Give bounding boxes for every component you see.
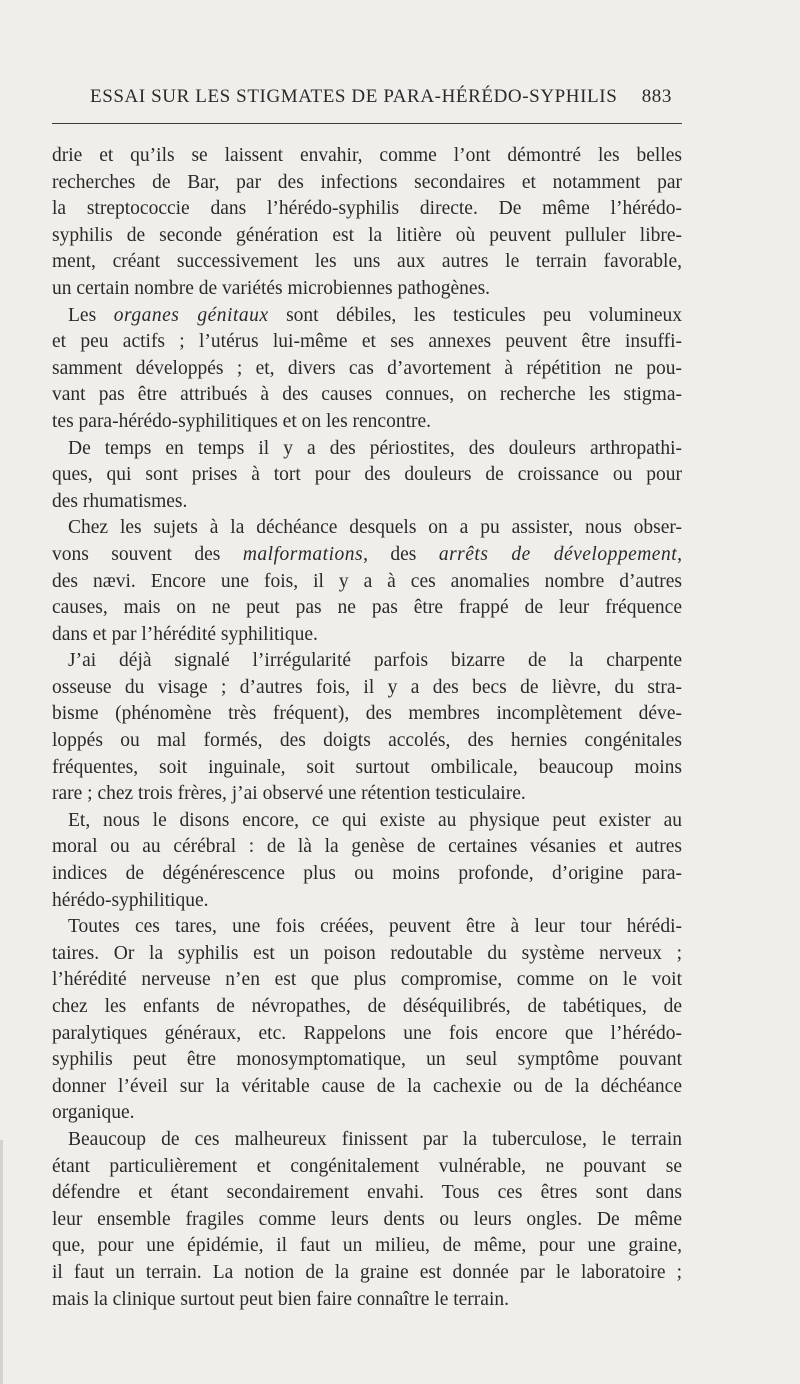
running-title: ESSAI SUR LES STIGMATES DE PARA-HÉRÉDO-SYPHILIS: [90, 86, 618, 107]
text-line: moral ou au cérébral : de là la genèse de certaines vésanies et autres: [52, 836, 682, 858]
text-line: organique.: [52, 1102, 135, 1124]
text-line: bisme (phénomène très fréquent), des membres incomplètement déve-: [52, 703, 682, 725]
binding-edge-mark: [0, 1140, 3, 1384]
text-line-with-italic: [52, 303, 682, 330]
text-line: chez les enfants de névropathes, de déséquilibrés, de tabétiques, de: [52, 996, 682, 1017]
text-line: vant pas être attribués à des causes connues, on recherche les stigma-: [52, 384, 682, 406]
text-line: tes para-hérédo-syphilitiques et on les rencontre.: [52, 410, 432, 432]
body-text: [52, 143, 682, 1313]
text-line: rare ; chez trois frères, j’ai observé une rétention testiculaire.: [52, 783, 526, 805]
text-line: que, pour une épidémie, il faut un milieu, de même, pour une graine,: [52, 1235, 682, 1257]
text-fragment: Les: [68, 304, 114, 326]
text-line: ment, créant successivement les uns aux autres le terrain favorable,: [52, 251, 682, 273]
text-line: hérédo-syphilitique.: [52, 889, 209, 911]
text-line: leur ensemble fragiles comme leurs dents ou leurs ongles. De même: [52, 1208, 682, 1230]
italic-phrase: malformations: [242, 543, 364, 565]
text-line: un certain nombre de variétés microbiennes pathogènes.: [52, 277, 491, 299]
text-line: défendre et étant secondairement envahi. Tous ces êtres sont dans: [52, 1182, 682, 1204]
text-line: fréquentes, soit inguinale, soit surtout ombilicale, beaucoup moins: [52, 756, 682, 778]
text-line: la streptococcie dans l’hérédo-syphilis directe. De même l’hérédo-: [52, 198, 682, 220]
page-header: [82, 86, 682, 116]
text-line: osseuse du visage ; d’autres fois, il y a des becs de lièvre, du stra-: [52, 676, 682, 698]
text-line: samment développés ; et, divers cas d’avortement à répétition ne pou-: [52, 357, 682, 379]
text-line: causes, mais on ne peut pas ne pas être frappé de leur fréquence: [52, 597, 682, 619]
text-line: recherches de Bar, par des infections secondaires et notamment par: [52, 171, 682, 193]
text-line: Et, nous le disons encore, ce qui existe au physique peut exister au: [68, 809, 682, 831]
text-fragment: vons souvent des: [52, 543, 243, 565]
text-fragment: ,: [677, 543, 682, 565]
page-number: 883: [641, 86, 672, 107]
header-rule: [52, 123, 682, 124]
text-line: l’hérédité nerveuse n’en est que plus compromise, comme on le voit: [52, 969, 682, 991]
text-fragment: , des: [363, 543, 439, 565]
text-line: syphilis de seconde génération est la litière où peuvent pulluler libre-: [52, 224, 682, 246]
text-line: Chez les sujets à la déchéance desquels on a pu assister, nous obser-: [68, 517, 682, 539]
italic-phrase: arrêts de développement: [438, 543, 678, 565]
text-line: donner l’éveil sur la véritable cause de la cachexie ou de la déchéance: [52, 1075, 682, 1097]
text-line: Beaucoup de ces malheureux finissent par la tuberculose, le terrain: [68, 1128, 682, 1150]
text-line: De temps en temps il y a des périostites, des douleurs arthropathi-: [68, 437, 682, 459]
text-fragment: sont débiles, les testicules peu volumineux: [268, 304, 682, 326]
text-line: des rhumatismes.: [52, 490, 188, 512]
text-line: des nævi. Encore une fois, il y a à ces anomalies nombre d’autres: [52, 570, 682, 592]
text-line: paralytiques généraux, etc. Rappelons une fois encore que l’hérédo-: [52, 1022, 682, 1044]
text-line: étant particulièrement et congénitalement vulnérable, ne pouvant se: [52, 1155, 682, 1177]
text-line: il faut un terrain. La notion de la graine est donnée par le laboratoire ;: [52, 1261, 682, 1283]
text-line: Toutes ces tares, une fois créées, peuvent être à leur tour hérédi-: [68, 916, 682, 938]
text-line: loppés ou mal formés, des doigts accolés, des hernies congénitales: [52, 730, 682, 752]
text-line: taires. Or la syphilis est un poison redoutable du système nerveux ;: [52, 942, 682, 964]
text-line: et peu actifs ; l’utérus lui-même et ses annexes peuvent être insuffi-: [52, 331, 682, 353]
text-line: J’ai déjà signalé l’irrégularité parfois bizarre de la charpente: [68, 650, 682, 672]
text-line: dans et par l’hérédité syphilitique.: [52, 623, 318, 645]
text-line: indices de dégénérescence plus ou moins profonde, d’origine para-: [52, 863, 682, 885]
italic-phrase: organes génitaux: [113, 304, 269, 326]
text-line: ques, qui sont prises à tort pour des douleurs de croissance ou pour: [52, 464, 682, 486]
text-line: mais la clinique surtout peut bien faire connaître le terrain.: [52, 1288, 509, 1310]
text-line-with-italic: [52, 542, 682, 569]
text-line: drie et qu’ils se laissent envahir, comme l’ont démontré les belles: [52, 145, 682, 166]
text-line: syphilis peut être monosymptomatique, un seul symptôme pouvant: [52, 1049, 682, 1071]
